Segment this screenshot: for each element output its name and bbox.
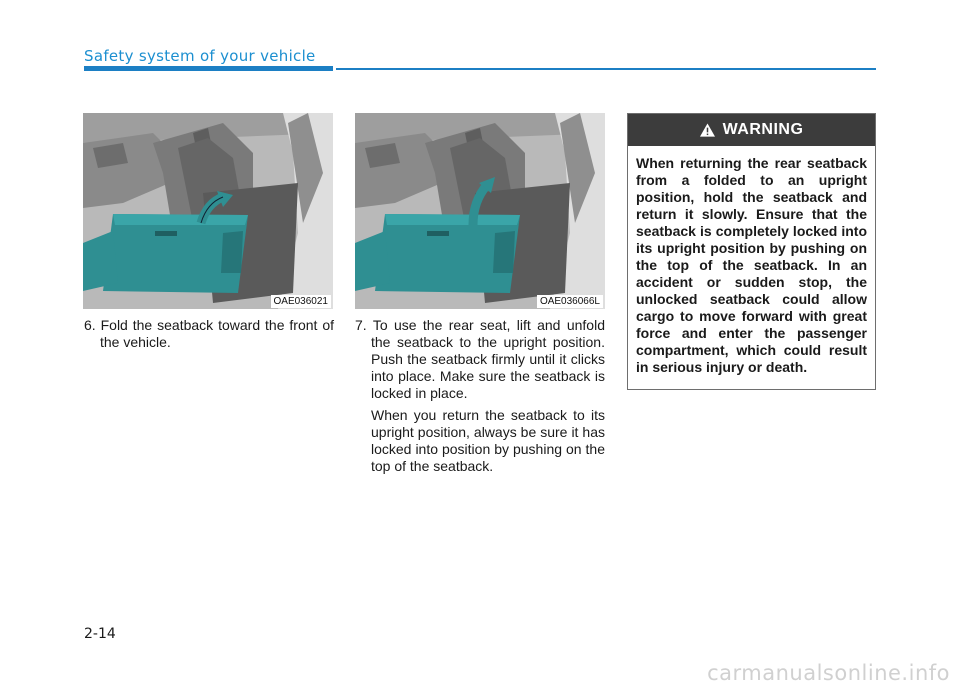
figure-code: OAE036066L [537, 295, 603, 308]
section-title: Safety system of your vehicle [84, 47, 316, 65]
step-number: 7. [355, 317, 367, 333]
warning-box [627, 113, 876, 390]
step-7 [355, 317, 605, 475]
step-text: To use the rear seat, lift and unfold the seatback to the upright position. Push the seatback firmly until it clicks into place. Make sure the seatback is locked in place. [371, 317, 605, 401]
figure-seat-unfold [355, 113, 605, 309]
header-rule-thin [336, 68, 876, 70]
step-6-text [84, 317, 334, 351]
step-7-note: When you return the seatback to its upright position, always be sure it has locked into position by pushing on the top of the seatback. [371, 407, 605, 474]
warning-header [628, 114, 875, 146]
step-7-text [355, 317, 605, 402]
warning-title: WARNING [722, 121, 804, 138]
figure-seat-fold [83, 113, 333, 309]
figure-code: OAE036021 [271, 295, 332, 308]
seat-unfold-illustration [355, 113, 605, 309]
header-rule-thick [84, 66, 333, 71]
page-number: 2-14 [84, 626, 116, 642]
watermark: carmanualsonline.info [707, 661, 950, 685]
warning-text: When returning the rear seatback from a folded to an upright position, hold the seatback and return it slowly. Ensure that the seatback is completely locked into its upright position by pushing on the top of the seatback. In an accident or sudden stop, the unlocked seatback could allow cargo to move forward with great force and enter the passenger compartment, which could result in serious injury or death. [636, 155, 867, 375]
step-6 [84, 317, 334, 351]
warning-triangle-icon [700, 123, 715, 137]
seat-fold-illustration [83, 113, 333, 309]
step-text: Fold the seatback toward the front of the vehicle. [100, 317, 334, 350]
step-number: 6. [84, 317, 96, 333]
